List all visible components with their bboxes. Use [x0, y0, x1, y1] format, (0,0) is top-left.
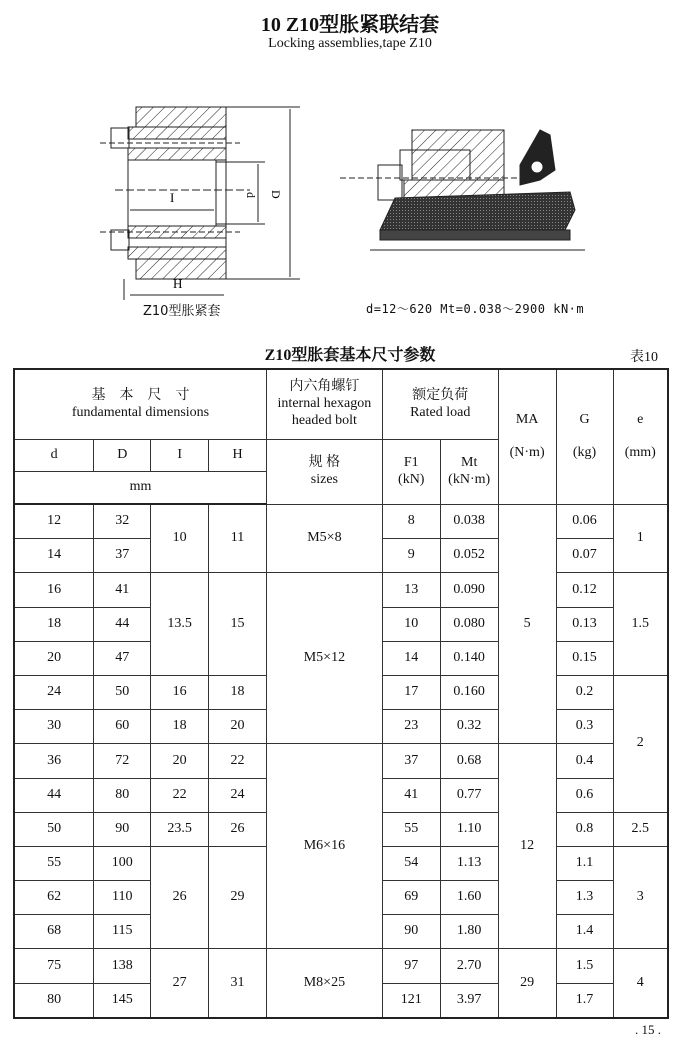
cell-f1: 8	[382, 504, 440, 539]
cell-d: 16	[14, 573, 94, 607]
cell-f1: 55	[382, 812, 440, 846]
cell-d: 100	[94, 846, 151, 880]
cell-mt: 1.80	[440, 915, 498, 949]
dim-label-I: I	[170, 190, 175, 205]
cell-d: 90	[94, 812, 151, 846]
cell-g: 0.15	[556, 641, 613, 675]
cell-g: 0.06	[556, 504, 613, 539]
cell-f1: 41	[382, 778, 440, 812]
cell-mt: 0.038	[440, 504, 498, 539]
cell-mt: 0.32	[440, 710, 498, 744]
drawing-caption-left: Z10型胀紧套	[143, 304, 221, 319]
cell-d: 14	[14, 539, 94, 573]
cell-d: 50	[94, 675, 151, 709]
cell-f1: 10	[382, 607, 440, 641]
header-e: e (mm)	[613, 369, 668, 504]
cell-d: 75	[14, 949, 94, 983]
cell-d: 37	[94, 539, 151, 573]
cell-d: 50	[14, 812, 94, 846]
cell-g: 1.5	[556, 949, 613, 983]
cell-mt: 1.60	[440, 881, 498, 915]
cell-d: 41	[94, 573, 151, 607]
cell-bolt: M5×12	[266, 573, 382, 744]
cell-g: 0.12	[556, 573, 613, 607]
cell-d: 80	[14, 983, 94, 1018]
cell-g: 0.3	[556, 710, 613, 744]
technical-drawing	[0, 90, 700, 300]
cell-mt: 0.160	[440, 675, 498, 709]
header-fundamental-dimensions: 基 本 尺 寸 fundamental dimensions	[14, 369, 266, 440]
cell-d: 55	[14, 846, 94, 880]
page-title: 10 Z10型胀紧联结套	[260, 14, 440, 36]
cell-d: 80	[94, 778, 151, 812]
cell-bolt: M5×8	[266, 504, 382, 573]
page-number: . 15 .	[635, 1022, 661, 1037]
installation-section	[340, 130, 585, 250]
cell-i: 16	[151, 675, 209, 709]
cell-g: 0.8	[556, 812, 613, 846]
cell-h: 29	[209, 846, 267, 949]
cell-d: 24	[14, 675, 94, 709]
header-D: D	[94, 440, 151, 472]
header-ma: MA (N·m)	[498, 369, 556, 504]
locking-assembly-section	[100, 107, 300, 300]
cell-h: 22	[209, 744, 267, 778]
cell-i: 26	[151, 846, 209, 949]
cell-g: 1.3	[556, 881, 613, 915]
header-H: H	[209, 440, 267, 472]
table-row	[14, 949, 668, 983]
cell-g: 0.6	[556, 778, 613, 812]
cell-d: 18	[14, 607, 94, 641]
cell-d: 68	[14, 915, 94, 949]
cell-e: 4	[613, 949, 668, 1018]
cell-f1: 14	[382, 641, 440, 675]
cell-h: 18	[209, 675, 267, 709]
cell-f1: 17	[382, 675, 440, 709]
cell-g: 1.7	[556, 983, 613, 1018]
cell-e: 3	[613, 846, 668, 949]
table-row	[14, 573, 668, 607]
cell-e: 2.5	[613, 812, 668, 846]
cell-h: 20	[209, 710, 267, 744]
header-mt: Mt (kN·m)	[440, 440, 498, 505]
cell-d: 60	[94, 710, 151, 744]
cell-mt: 1.13	[440, 846, 498, 880]
cell-i: 10	[151, 504, 209, 573]
cell-d: 72	[94, 744, 151, 778]
cell-d: 20	[14, 641, 94, 675]
cell-d: 12	[14, 504, 94, 539]
cell-f1: 54	[382, 846, 440, 880]
cell-g: 0.13	[556, 607, 613, 641]
dim-label-H: H	[173, 276, 183, 291]
cell-h: 31	[209, 949, 267, 1018]
cell-ma: 5	[498, 504, 556, 744]
cell-h: 15	[209, 573, 267, 676]
cell-g: 1.1	[556, 846, 613, 880]
cell-ma: 12	[498, 744, 556, 949]
cell-f1: 121	[382, 983, 440, 1018]
cell-mt: 0.080	[440, 607, 498, 641]
drawing-caption-right: d=12～620 Mt=0.038～2900 kN·m	[366, 302, 585, 316]
cell-e: 1	[613, 504, 668, 573]
cell-g: 0.2	[556, 675, 613, 709]
cell-i: 27	[151, 949, 209, 1018]
header-sizes: 规 格 sizes	[266, 440, 382, 505]
table-row	[14, 504, 668, 539]
cell-d: 138	[94, 949, 151, 983]
cell-mt: 0.77	[440, 778, 498, 812]
dimension-table	[13, 368, 669, 1019]
cell-i: 20	[151, 744, 209, 778]
cell-d: 110	[94, 881, 151, 915]
cell-f1: 9	[382, 539, 440, 573]
cell-i: 23.5	[151, 812, 209, 846]
header-g: G (kg)	[556, 369, 613, 504]
page-subtitle: Locking assemblies,tape Z10	[268, 36, 432, 51]
cell-f1: 97	[382, 949, 440, 983]
header-d: d	[14, 440, 94, 472]
cell-e: 2	[613, 675, 668, 812]
cell-mt: 0.140	[440, 641, 498, 675]
cell-mt: 3.97	[440, 983, 498, 1018]
cell-mt: 0.68	[440, 744, 498, 778]
cell-f1: 37	[382, 744, 440, 778]
cell-d: 44	[94, 607, 151, 641]
cell-g: 0.07	[556, 539, 613, 573]
cell-d: 36	[14, 744, 94, 778]
dim-label-d: d	[244, 192, 258, 198]
cell-d: 115	[94, 915, 151, 949]
cell-h: 24	[209, 778, 267, 812]
cell-e: 1.5	[613, 573, 668, 676]
header-I: I	[151, 440, 209, 472]
cell-g: 1.4	[556, 915, 613, 949]
header-f1: F1 (kN)	[382, 440, 440, 505]
header-rated-load: 额定负荷 Rated load	[382, 369, 498, 440]
cell-f1: 23	[382, 710, 440, 744]
table-number: 表10	[630, 350, 658, 365]
header-bolt: 内六角螺钉 internal hexagon headed bolt	[266, 369, 382, 440]
cell-d: 30	[14, 710, 94, 744]
table-row	[14, 744, 668, 778]
cell-f1: 69	[382, 881, 440, 915]
cell-h: 26	[209, 812, 267, 846]
cell-bolt: M8×25	[266, 949, 382, 1018]
cell-mt: 1.10	[440, 812, 498, 846]
cell-h: 11	[209, 504, 267, 573]
table-title: Z10型胀套基本尺寸参数	[264, 347, 436, 364]
cell-f1: 13	[382, 573, 440, 607]
cell-mt: 0.052	[440, 539, 498, 573]
cell-i: 22	[151, 778, 209, 812]
cell-ma: 29	[498, 949, 556, 1018]
cell-mt: 2.70	[440, 949, 498, 983]
cell-d: 47	[94, 641, 151, 675]
cell-d: 62	[14, 881, 94, 915]
cell-d: 32	[94, 504, 151, 539]
cell-f1: 90	[382, 915, 440, 949]
header-mm: mm	[14, 472, 266, 505]
cell-i: 13.5	[151, 573, 209, 676]
cell-i: 18	[151, 710, 209, 744]
dim-label-D: D	[269, 190, 283, 199]
cell-bolt: M6×16	[266, 744, 382, 949]
cell-mt: 0.090	[440, 573, 498, 607]
cell-d: 44	[14, 778, 94, 812]
cell-g: 0.4	[556, 744, 613, 778]
cell-d: 145	[94, 983, 151, 1018]
